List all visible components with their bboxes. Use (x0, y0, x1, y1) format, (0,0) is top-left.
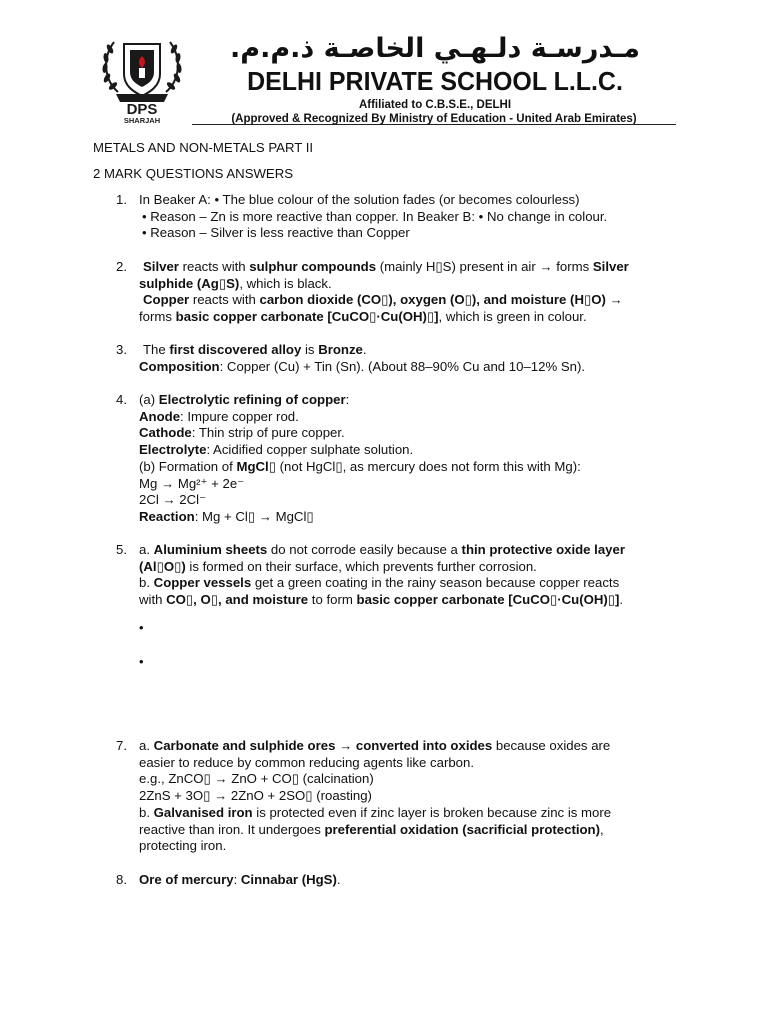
answer-text: a. Carbonate and sulphide ores → converted into oxides because oxides are easier to reduce by common reducing agents like carbon. e.g., ZnCO▯ → ZnO + CO▯ (calcination) 2ZnS + 3O▯ → 2ZnO + 2SO▯ (roasting) b. Galvanised iron is protected even if zinc layer is broken because zinc is more reactive than iron. It undergoes preferential oxidation (sacrificial protection), protecting iron. (139, 738, 612, 854)
question-number: 1. (116, 192, 127, 207)
answer-text: The first discovered alloy is Bronze. Composition: Copper (Cu) + Tin (Sn). (About 88–90% Cu and 10–12% Sn). (139, 342, 586, 374)
school-logo (96, 28, 188, 124)
empty-bullet: • (139, 620, 144, 635)
question-number: 7. (116, 738, 127, 753)
answer-text: Silver reacts with sulphur compounds (mainly H▯S) present in air → forms Silver sulphide (Ag▯S), which is black. Copper reacts with carbon dioxide (CO▯), oxygen (O▯), and moisture (H▯O) → forms basic copper carbonate [CuCO▯·Cu(OH)▯], which is green in colour. (139, 259, 629, 325)
empty-bullet: • (139, 654, 144, 669)
document-title: METALS AND NON-METALS PART II (93, 140, 314, 155)
affiliation-text: Affiliated to C.B.S.E., DELHI (358, 99, 512, 111)
question-number: 4. (116, 392, 127, 407)
school-name: DELHI PRIVATE SCHOOL L.L.C. (247, 66, 623, 96)
question-number: 2. (116, 259, 127, 274)
header-divider (192, 124, 676, 125)
arabic-school-name: مـدرسـة دلـهـي الخاصـة ذ.م.م. (230, 33, 640, 64)
question-number: 5. (116, 542, 127, 557)
document-subtitle: 2 MARK QUESTIONS ANSWERS (93, 166, 294, 181)
answer-text: Ore of mercury: Cinnabar (HgS). (139, 872, 341, 887)
school-header (92, 24, 676, 128)
question-number: 8. (116, 872, 127, 887)
svg-text:SHARJAH: SHARJAH (123, 116, 161, 124)
answer-text: In Beaker A: • The blue colour of the solution fades (or becomes colourless) • Reason – Zn is more reactive than copper. In Beaker B: • No change in colour. • Reason – Silver is less reactive than Copper (139, 192, 608, 241)
svg-text:DPS: DPS (126, 101, 158, 118)
question-number: 3. (116, 342, 127, 357)
approval-text: (Approved & Recognized By Ministry of Education - United Arab Emirates) (231, 113, 637, 125)
answer-text: a. Aluminium sheets do not corrode easily because a thin protective oxide layer (Al▯O▯) is formed on their surface, which prevents further corrosion. b. Copper vessels get a green coating in the rainy season because copper reacts with CO▯, O▯, and moisture to form basic copper carbonate [CuCO▯·Cu(OH)▯]. (139, 542, 625, 608)
answer-text: (a) Electrolytic refining of copper: Anode: Impure copper rod. Cathode: Thin strip of pure copper. Electrolyte: Acidified copper sulphate solution. (b) Formation of MgCl▯ (not HgCl▯, as mercury does not form this with Mg): Mg → Mg²⁺ + 2e⁻ 2Cl → 2Cl⁻ Reaction: Mg + Cl▯ → MgCl▯ (139, 392, 581, 524)
